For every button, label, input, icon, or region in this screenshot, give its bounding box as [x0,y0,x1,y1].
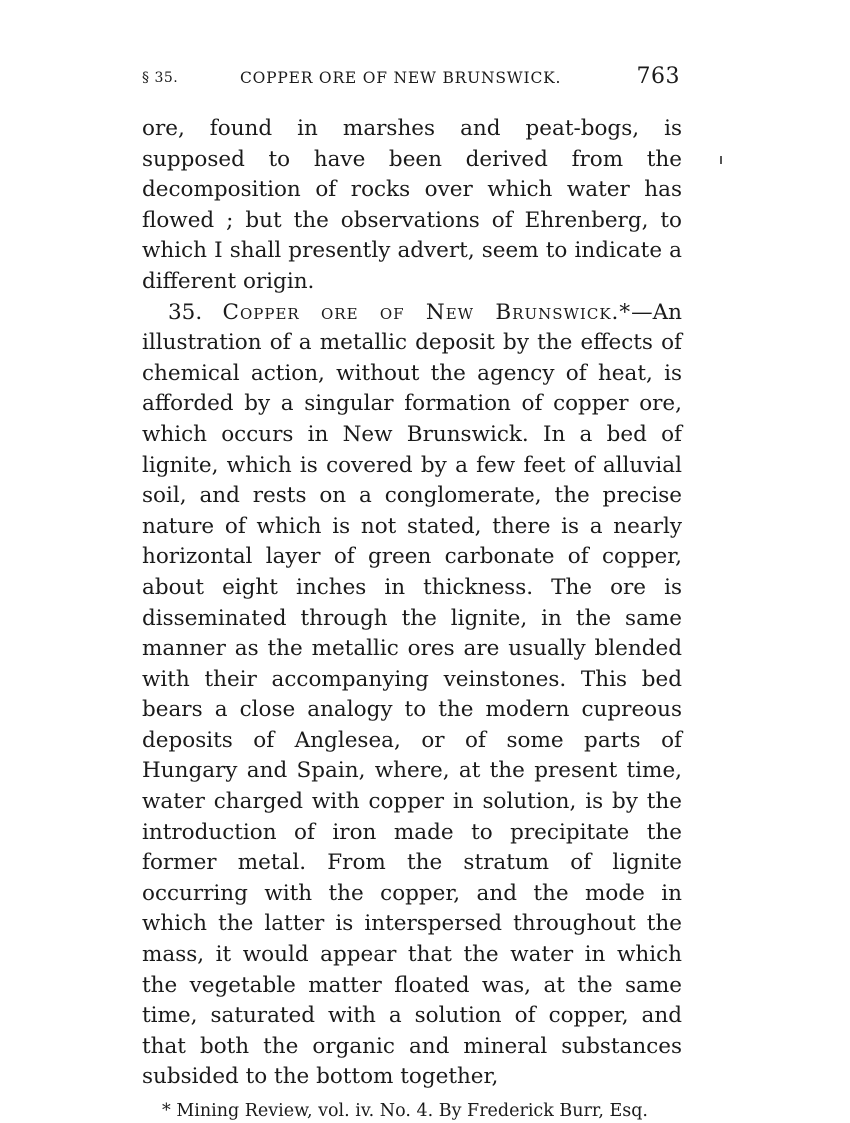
stray-mark [720,156,722,164]
body-text [142,114,682,1093]
paragraph-2-text: —An illustration of a metallic deposit by the effects of chemical action, without the agency of heat, is afforded by a singular formation of copper ore, which occurs in New Brunswick. In a bed of lignite, which is covered by a few feet of alluvial soil, and rests on a conglomerate, the precise nature of which is not stated, there is a nearly horizontal layer of green carbonate of copper, about eight inches in thickness. The ore is disseminated through the lignite, in the same manner as the metallic ores are usually blended with their accompanying veinstones. This bed bears a close analogy to the modern cupreous deposits of Anglesea, or of some parts of Hungary and Spain, where, at the present time, water charged with copper in solution, is by the introduction of iron made to precipitate the former metal. From the stratum of lignite occurring with the copper, and the mode in which the latter is interspersed throughout the mass, it would appear that the water in which the vegetable matter floated was, at the same time, saturated with a solution of copper, and that both the organic and mineral substances subsided to the bottom together, [142,299,682,1090]
header-title: COPPER ORE OF NEW BRUNSWICK. [240,69,562,87]
section-heading: Copper ore of New Brunswick.* [222,299,632,325]
header-section: § 35. [142,70,179,86]
footnote: * Mining Review, vol. iv. No. 4. By Frederick Burr, Esq. [162,1101,648,1121]
running-header [142,64,682,94]
paragraph-2 [142,298,682,1093]
book-page [142,64,682,1123]
paragraph-1: ore, found in marshes and peat-bogs, is supposed to have been derived from the decomposition of rocks over which water has flowed ; but the observations of Ehrenberg, to which I shall presently advert, seem to indicate a different origin. [142,116,682,294]
section-number: 35. [168,299,203,325]
page-number: 763 [636,64,680,89]
